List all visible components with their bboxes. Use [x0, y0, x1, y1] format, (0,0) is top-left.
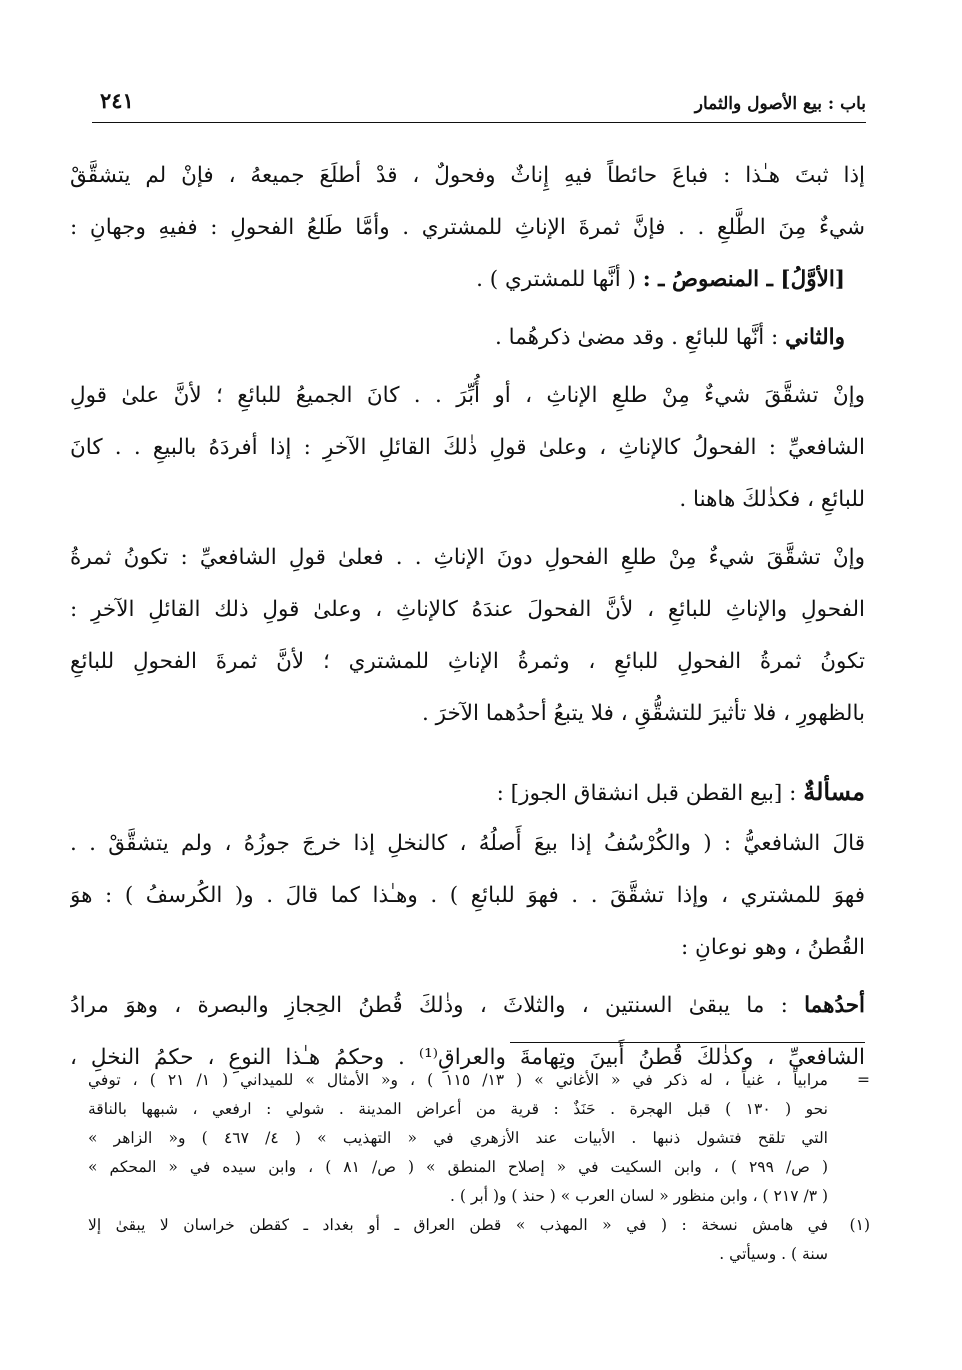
first-type-label: أحدُهما: [804, 993, 865, 1018]
footnote-text: في هامش نسخة : ( في « المهذب » قطن العراق ـ أو بغداد ـ كقطن خراسان لا يبقىٰ إلا: [88, 1216, 828, 1234]
footnote-text: ( ٣/ ٢١٧ ) ، وابن منظور « لسان العرب » ( حنذ ) و( أبر ) .: [450, 1187, 828, 1205]
paragraph-line: [70, 254, 845, 306]
paragraph-line: إذا ثبتَ هـٰذا : فباعَ حائطاً فيهِ إِناثٌ وفحولٌ ، قدْ أطلَعَ جميعهُ ، فإنْ لم يتشقَّقْ: [70, 163, 865, 188]
question-subtitle: : [بيع القطن قبل انشقاق الجوز] :: [496, 781, 797, 806]
footnote-number: (١): [849, 1216, 870, 1234]
footnote-text: سنة ) . وسيأتي .: [719, 1245, 828, 1263]
paragraph-line: وإنْ تشقَّقَ شيءٌ مِنْ طلعِ الفحولِ دونَ الإناثِ . . فعلىٰ قولِ الشافعيِّ : تكونُ ثمرةُ: [70, 545, 865, 570]
second-opinion-text: : أنَّها للبائعِ . وقد مضىٰ ذكرهُما .: [494, 325, 779, 350]
paragraph-line: للبائعِ ، فكذٰلكَ هاهنا .: [679, 487, 865, 512]
page-header: [92, 88, 866, 123]
question-heading: [70, 766, 865, 818]
paragraph-line: الشافعيِّ ، وكذٰلكَ قُطنُ أَبينَ وتِهامةَ والعراقِ⁽¹⁾ . وحكمُ هـٰذا النوعِ ، حكمُ النخلِ ،: [70, 1045, 865, 1070]
first-opinion-text: ( أنَّها للمشتري ) .: [476, 267, 636, 292]
paragraph-line: شيءٌ مِنَ الطَّلعِ . . فإنَّ ثمرةَ الإناثِ للمشتري . وأمَّا طَلعُ الفحولِ : ففيهِ وجهانِ :: [70, 215, 865, 240]
footnote-text: نحو ( ١٣٠ ) قبل الهجرة . حَنَذٌ : قرية من أعراض المدينة . شولي : ارفعي ، شبهها بالناقة: [88, 1100, 828, 1118]
footnote-line: [88, 1153, 870, 1182]
second-opinion-label: والثاني: [785, 325, 845, 350]
question-title: مسألةٌ: [803, 777, 865, 806]
footnote-text: مرابياً ، غنياً ، له ذكر في « الأغاني » ( ١٣/ ١١٥ ) ، و« الأمثال » للميداني ( ١/ ٢١ ) ، توفي: [88, 1071, 828, 1089]
paragraph-line: القُطنُ ، وهو نوعانِ :: [680, 935, 865, 960]
paragraph-line: [70, 980, 865, 1032]
paragraph-line: تكونُ ثمرةُ الفحولِ للبائعِ ، وثمرةُ الإناثِ للمشتري ؛ لأنَّ ثمرةَ الفحولِ للبائعِ: [70, 649, 865, 674]
footnote-text: ( ص/ ٢٩٩ ) ، وابن السكيت في « إصلاح المنطق » ( ص/ ٨١ ) ، وابن سيده في « المحكم »: [88, 1158, 828, 1176]
footnote-line: [88, 1095, 870, 1124]
footnotes: [88, 1066, 870, 1269]
footnote-divider: [510, 1042, 865, 1043]
running-title: باب : بيع الأصول والثمار: [694, 94, 866, 114]
paragraph-line: [70, 312, 845, 364]
paragraph-line: وإنْ تشقَّقَ شيءٌ مِنْ طلعِ الإناثِ ، أو أُبِّرَ . . كانَ الجميعُ للبائعِ ؛ لأنَّ علىٰ قولِ: [70, 383, 865, 408]
paragraph-line: الشافعيِّ : الفحولُ كالإناثِ ، وعلىٰ قولِ ذٰلكَ القائلِ الآخرِ : إذا أفردَهُ بالبيعِ . . كانَ: [70, 435, 865, 460]
footnote-line: [88, 1240, 870, 1269]
footnote-line: [88, 1124, 870, 1153]
paragraph-line: الفحولِ والإناثِ للبائعِ ، لأنَّ الفحولَ عندَهُ كالإناثِ ، وعلىٰ قولِ ذلك القائلِ الآخرِ :: [70, 597, 865, 622]
paragraph-line: فهوَ للمشتري ، وإذا تشقَّقَ . . فهوَ للبائعِ ) . وهـٰذا كما قالَ . و( الكُرسفُ ) : هوَ: [70, 883, 865, 908]
first-type-text: : ما يبقىٰ السنتين ، والثلاثَ ، وذٰلكَ قُطنُ الحِجازِ والبصرة ، وهوَ مرادُ: [70, 993, 788, 1018]
footnote-line: [88, 1182, 870, 1211]
first-opinion-label: [الأوَّلُ] ـ المنصوصُ ـ :: [642, 267, 845, 292]
paragraph-line: قالَ الشافعيُّ : ( والكُرْسُفُ إذا بيعَ أَصلُهُ ، كالنخلِ إذا خرجَ جوزُهُ ، ولم يتشقَّقْ . .: [70, 831, 865, 856]
footnote-text: التي تلقح فتشول ذنبها . الأبيات عند الأزهري في « التهذيب » ( ٤/ ٤٦٧ ) و« الزاهر »: [88, 1129, 828, 1147]
paragraph-line: بالظهورِ ، فلا تأثيرَ للتشقُّقِ ، فلا يتبعُ أحدُهما الآخرَ .: [421, 701, 865, 726]
footnote-line: [88, 1066, 870, 1095]
continuation-marker: =: [857, 1071, 870, 1089]
page-number: ٢٤١: [100, 88, 134, 113]
footnote-line: [88, 1211, 870, 1240]
main-text: [70, 150, 865, 1084]
